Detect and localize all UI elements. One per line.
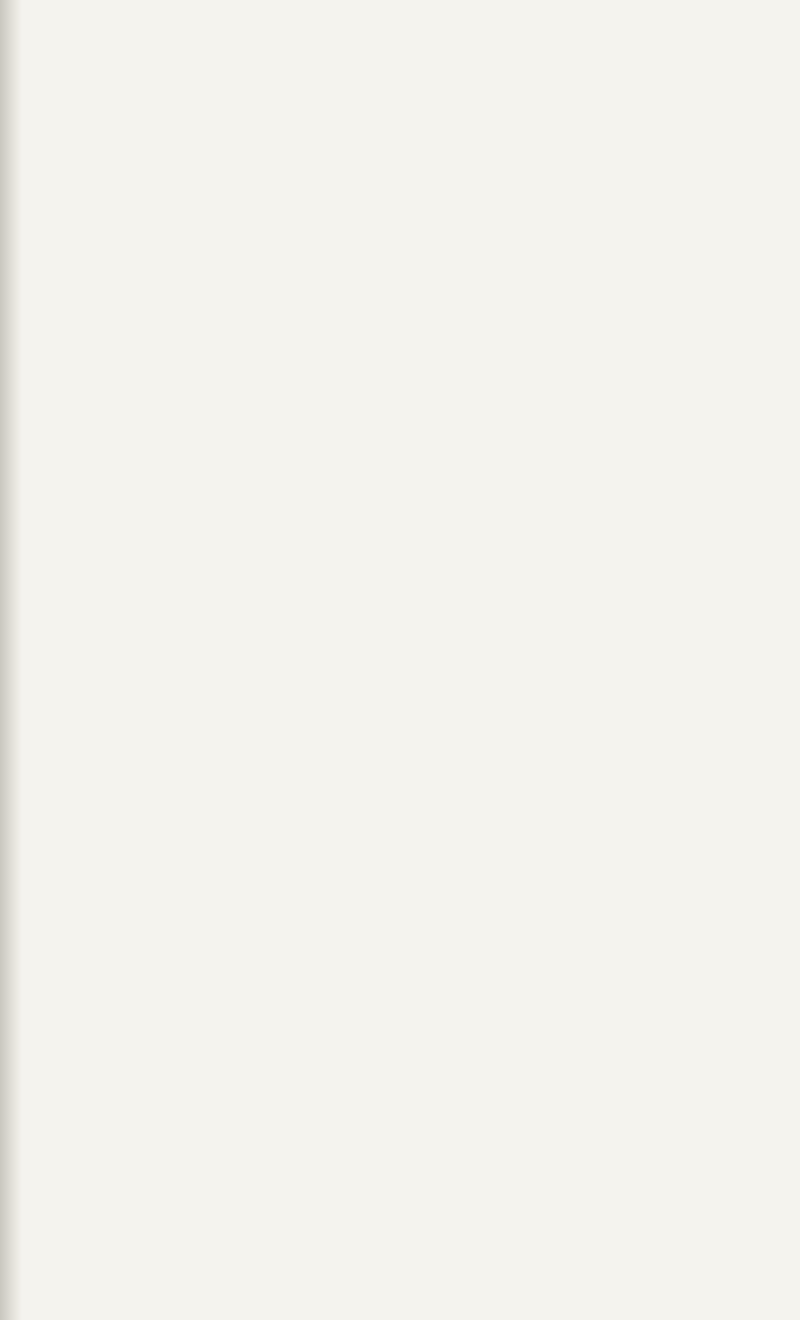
description-line — [100, 266, 690, 304]
description-line — [100, 942, 790, 980]
description-line — [100, 540, 690, 578]
description-line — [100, 379, 690, 417]
lot-description — [100, 904, 790, 1017]
description-line — [100, 417, 690, 455]
lot-308 — [48, 1028, 788, 1104]
description-line — [100, 980, 790, 1018]
lot-304 — [48, 464, 788, 616]
description-line — [100, 1114, 790, 1152]
lot-description — [100, 706, 690, 819]
description-line — [100, 706, 690, 744]
description-line — [100, 782, 690, 820]
lot-303 — [48, 266, 788, 456]
lot-306 — [48, 706, 788, 820]
description-line — [100, 1190, 790, 1228]
description-line — [100, 904, 790, 942]
lot-description — [100, 1114, 790, 1227]
description-line — [100, 144, 690, 182]
lot-description — [100, 266, 690, 455]
description-line — [100, 577, 690, 615]
description-line — [100, 182, 690, 220]
lot-description — [100, 622, 690, 698]
description-line — [100, 342, 690, 380]
description-line — [100, 1066, 790, 1104]
description-line — [100, 220, 690, 258]
description-line — [100, 502, 690, 540]
page-edge-shadow — [0, 0, 22, 1320]
description-line — [100, 1152, 790, 1190]
lot-description — [100, 144, 690, 257]
lot-305 — [48, 622, 788, 698]
description-line — [100, 744, 690, 782]
description-line — [100, 304, 690, 342]
lot-307 — [48, 904, 788, 1018]
lot-302 — [48, 144, 788, 258]
description-line — [100, 464, 690, 502]
description-line — [100, 622, 690, 660]
lot-description — [100, 1028, 790, 1104]
lot-description — [100, 464, 690, 615]
lot-309 — [48, 1114, 788, 1228]
description-line — [100, 660, 690, 698]
description-line — [100, 1028, 790, 1066]
